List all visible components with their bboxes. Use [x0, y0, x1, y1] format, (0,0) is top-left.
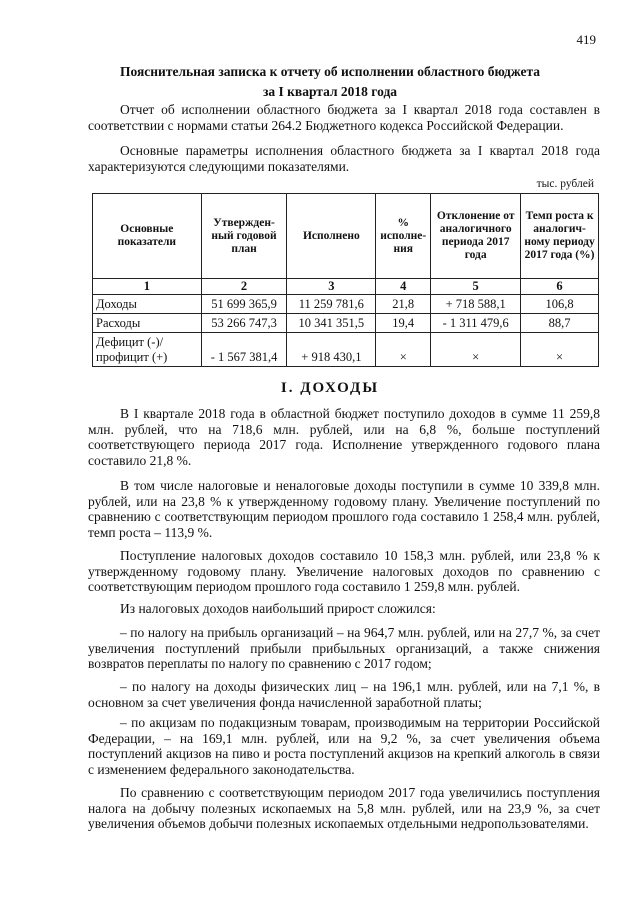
column-number: 4	[376, 279, 431, 295]
body-paragraph: – по налогу на доходы физических лиц – на 196,1 млн. рублей, или на 7,1 %, в основном за счет увеличения фонда начисленной заработной платы;	[88, 679, 600, 710]
table-cell: - 1 311 479,6	[431, 314, 521, 333]
table-header-row	[93, 194, 599, 279]
table-cell: 11 259 781,6	[287, 295, 376, 314]
row-label: Доходы	[93, 295, 202, 314]
column-number: 1	[93, 279, 202, 295]
table-cell: ×	[376, 333, 431, 367]
header-cell: % исполне-ния	[376, 194, 431, 279]
column-number: 2	[201, 279, 287, 295]
table-cell: 88,7	[521, 314, 599, 333]
table-cell: 10 341 351,5	[287, 314, 376, 333]
row-label: Расходы	[93, 314, 202, 333]
table-cell: ×	[431, 333, 521, 367]
units-label: тыс. рублей	[536, 178, 594, 190]
column-number: 3	[287, 279, 376, 295]
body-paragraph: – по налогу на прибыль организаций – на 964,7 млн. рублей, или на 27,7 %, за счет увеличения поступлений прибыли прибыльных организаций, а также снижения возвратов переплаты по налогу по сравнению с 2017 годом;	[88, 625, 600, 671]
header-cell: Темп роста к аналогич-ному периоду 2017 года (%)	[521, 194, 599, 279]
header-cell: Отклонение от аналогичного периода 2017 года	[431, 194, 521, 279]
row-label: Дефицит (-)/ профицит (+)	[93, 333, 202, 367]
body-paragraph: По сравнению с соответствующим периодом 2017 года увеличились поступления налога на добычу полезных ископаемых на 5,8 млн. рублей, или на 23,9 %, за счет увеличения объемов добычи полезных ископаемых отдельными недропользователями.	[88, 785, 600, 831]
table-cell: 21,8	[376, 295, 431, 314]
header-cell: Основные показатели	[93, 194, 202, 279]
params-paragraph: Основные параметры исполнения областного бюджета за I квартал 2018 года характеризуются следующими показателями.	[88, 143, 600, 174]
body-paragraph: Поступление налоговых доходов составило 10 158,3 млн. рублей, или 23,8 % к утвержденному годовому плану. Увеличение налоговых доходов по сравнению с соответствующим периодом прошлого года составило 1 259,8 млн. рублей.	[88, 548, 600, 594]
body-paragraph: – по акцизам по подакцизным товарам, производимым на территории Российской Федерации, – на 169,1 млн. рублей, или на 9,2 %, за счет увеличения объема поступлений акцизов на пиво и роста поступлений акцизов на крепкий алкоголь в связи с изменением федерального законодательства.	[88, 715, 600, 777]
table-row	[93, 333, 599, 367]
table-cell: 51 699 365,9	[201, 295, 287, 314]
table-cell: 53 266 747,3	[201, 314, 287, 333]
section-heading: I. ДОХОДЫ	[280, 380, 380, 396]
column-number: 6	[521, 279, 599, 295]
table-cell: + 918 430,1	[287, 333, 376, 367]
table-cell: + 718 588,1	[431, 295, 521, 314]
page-number: 419	[576, 32, 596, 47]
column-number-row	[93, 279, 599, 295]
table-cell: ×	[521, 333, 599, 367]
body-paragraph: В I квартале 2018 года в областной бюджет поступило доходов в сумме 11 259,8 млн. рублей, что на 718,6 млн. рублей, или на 6,8 %, больше поступлений соответствующего периода 2017 года. Исполнение утвержденного годового плана составило 21,8 %.	[88, 406, 600, 468]
table-cell: 106,8	[521, 295, 599, 314]
header-cell: Утвержден-ный годовой план	[201, 194, 287, 279]
document-subtitle: за I квартал 2018 года	[262, 84, 398, 99]
column-number: 5	[431, 279, 521, 295]
body-paragraph: Из налоговых доходов наибольший прирост сложился:	[120, 601, 436, 616]
table-cell: - 1 567 381,4	[201, 333, 287, 367]
intro-paragraph: Отчет об исполнении областного бюджета за I квартал 2018 года составлен в соответствии с нормами статьи 264.2 Бюджетного кодекса Российской Федерации.	[88, 102, 600, 133]
table-row	[93, 295, 599, 314]
body-paragraph: В том числе налоговые и неналоговые доходы поступили в сумме 10 339,8 млн. рублей, или на 23,8 % к утвержденному годовому плану. Увеличение поступлений по сравнению с соответствующим периодом прошлого года составило 1 258,4 млн. рублей, темп роста – 113,9 %.	[88, 478, 600, 540]
document-title: Пояснительная записка к отчету об исполнении областного бюджета	[119, 64, 541, 79]
budget-parameters-table	[92, 193, 599, 367]
table-row	[93, 314, 599, 333]
header-cell: Исполнено	[287, 194, 376, 279]
table-cell: 19,4	[376, 314, 431, 333]
